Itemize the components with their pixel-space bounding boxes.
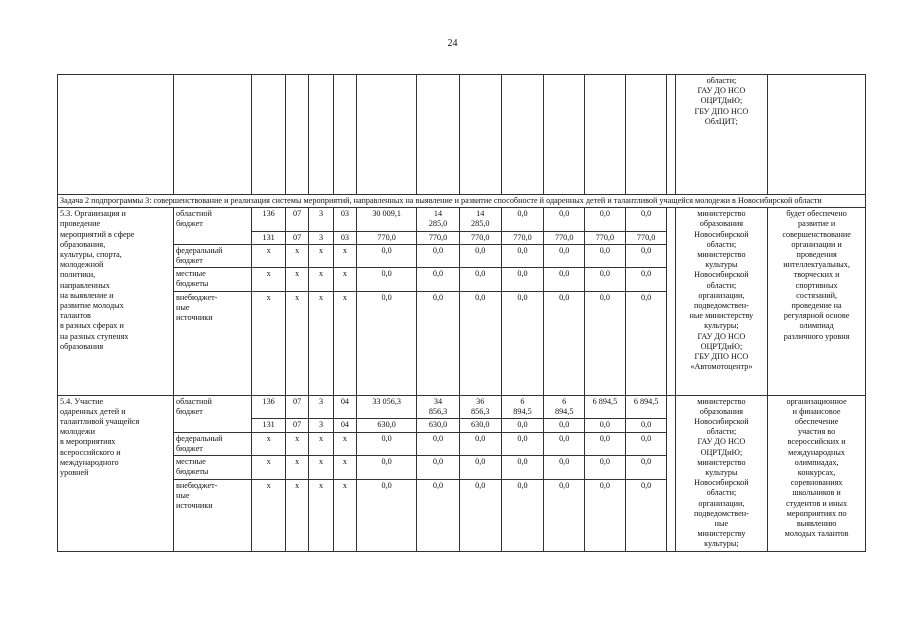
value-cell: 0,0 [501, 208, 544, 231]
code-cell: х [252, 268, 286, 291]
value-cell: 0,0 [625, 244, 667, 267]
value-cell: 0,0 [625, 456, 667, 480]
code-cell: х [309, 432, 333, 456]
code-cell: х [333, 268, 356, 291]
code-cell: 3 [309, 395, 333, 419]
code-cell: 03 [333, 208, 356, 231]
value-cell: 0,0 [585, 479, 626, 551]
total-cell: 0,0 [357, 268, 417, 291]
value-cell: 770,0 [585, 231, 626, 244]
total-cell: 0,0 [357, 456, 417, 480]
value-cell: 0,0 [459, 291, 501, 395]
value-cell: 0,0 [544, 291, 585, 395]
code-cell: х [285, 268, 308, 291]
funding-source: областной бюджет [174, 395, 252, 432]
code-cell: х [285, 432, 308, 456]
code-cell: 136 [252, 395, 286, 419]
value-cell: 0,0 [459, 479, 501, 551]
page-number: 24 [447, 38, 458, 49]
code-cell: х [333, 479, 356, 551]
value-cell: 0,0 [459, 268, 501, 291]
value-cell: 0,0 [459, 432, 501, 456]
value-cell: 6 894,5 [501, 395, 544, 419]
code-cell: х [252, 244, 286, 267]
total-cell: 0,0 [357, 479, 417, 551]
value-cell: 0,0 [544, 456, 585, 480]
code-cell: 3 [309, 419, 333, 432]
code-cell: х [333, 244, 356, 267]
value-cell: 14 285,0 [459, 208, 501, 231]
total-cell: 0,0 [357, 291, 417, 395]
code-cell: х [309, 268, 333, 291]
total-cell: 630,0 [357, 419, 417, 432]
code-cell: 3 [309, 231, 333, 244]
code-cell: х [252, 456, 286, 480]
value-cell: 0,0 [625, 291, 667, 395]
code-cell: 136 [252, 208, 286, 231]
value-cell: 6 894,5 [544, 395, 585, 419]
code-cell: х [252, 479, 286, 551]
activity-executors: министерство образования Новосибирской области; ГАУ ДО НСО ОЦРТДиЮ; министерство культуры Новосибирской области; организации, подведомствен- ные министерству культуры; [675, 395, 768, 551]
value-cell: 770,0 [459, 231, 501, 244]
value-cell: 34 856,3 [417, 395, 460, 419]
value-cell: 36 856,3 [459, 395, 501, 419]
value-cell: 770,0 [625, 231, 667, 244]
value-cell: 14 285,0 [417, 208, 460, 231]
value-cell: 0,0 [417, 268, 460, 291]
code-cell: х [309, 291, 333, 395]
value-cell: 770,0 [501, 231, 544, 244]
code-cell: 07 [285, 208, 308, 231]
activity-result: будет обеспечено развитие и совершенствование организации и проведения интеллектуальных, творческих и спортивных состязаний, проведение на регулярной основе олимпиад различного уровня [768, 208, 866, 395]
value-cell: 770,0 [544, 231, 585, 244]
task-header-row [58, 195, 866, 208]
value-cell: 0,0 [585, 268, 626, 291]
value-cell: 0,0 [544, 432, 585, 456]
activity-executors: министерство образования Новосибирской области; министерство культуры Новосибирской области; организации, подведомствен- ные министерству культуры; ГАУ ДО НСО ОЦРТДиЮ; ГБУ ДПО НСО «Автомотоцентр» [675, 208, 768, 395]
continuation-row [58, 75, 866, 195]
value-cell: 0,0 [417, 432, 460, 456]
program-table [57, 74, 866, 552]
code-cell: 07 [285, 419, 308, 432]
code-cell: х [333, 432, 356, 456]
code-cell: х [333, 291, 356, 395]
funding-source: внебюджет- ные источники [174, 479, 252, 551]
value-cell: 0,0 [544, 268, 585, 291]
value-cell: 630,0 [459, 419, 501, 432]
value-cell: 770,0 [417, 231, 460, 244]
code-cell: х [309, 244, 333, 267]
value-cell: 0,0 [585, 432, 626, 456]
task-header: Задача 2 подпрограммы 3: совершенствование и реализация системы мероприятий, направленных на выявление и развитие способносте й одаренных детей и талантливой учащейся молодежи в Новосибирской области [58, 195, 866, 208]
value-cell: 0,0 [417, 456, 460, 480]
code-cell: 07 [285, 231, 308, 244]
code-cell: х [285, 456, 308, 480]
value-cell: 0,0 [585, 291, 626, 395]
code-cell: х [285, 291, 308, 395]
code-cell: 131 [252, 231, 286, 244]
code-cell: 04 [333, 419, 356, 432]
code-cell: х [285, 244, 308, 267]
code-cell: 03 [333, 231, 356, 244]
value-cell: 0,0 [625, 208, 667, 231]
activity-result: организационное и финансовое обеспечение участия во всероссийских и международных олимпиадах, конкурсах, соревнованиях школьников и студентов и иных мероприятиях по выявлению молодых талантов [768, 395, 866, 551]
value-cell: 0,0 [585, 456, 626, 480]
value-cell: 0,0 [417, 244, 460, 267]
total-cell: 33 056,3 [357, 395, 417, 419]
value-cell: 0,0 [417, 291, 460, 395]
value-cell: 0,0 [625, 479, 667, 551]
code-cell: 07 [285, 395, 308, 419]
value-cell: 0,0 [585, 208, 626, 231]
funding-source: областной бюджет [174, 208, 252, 245]
value-cell: 0,0 [501, 268, 544, 291]
code-cell: х [252, 432, 286, 456]
value-cell: 0,0 [501, 479, 544, 551]
funding-source: внебюджет- ные источники [174, 291, 252, 395]
funding-source: федеральный бюджет [174, 432, 252, 456]
value-cell: 0,0 [417, 479, 460, 551]
funding-source: федеральный бюджет [174, 244, 252, 267]
value-cell: 0,0 [459, 456, 501, 480]
value-cell: 0,0 [501, 419, 544, 432]
activity-title: 5.4. Участие одаренных детей и талантливой учащейся молодежи в мероприятиях всероссийского и международного уровней [58, 395, 174, 551]
value-cell: 0,0 [459, 244, 501, 267]
value-cell: 0,0 [625, 268, 667, 291]
value-cell: 0,0 [585, 244, 626, 267]
code-cell: 3 [309, 208, 333, 231]
value-cell: 0,0 [625, 432, 667, 456]
value-cell: 0,0 [501, 432, 544, 456]
value-cell: 0,0 [544, 479, 585, 551]
value-cell: 0,0 [544, 419, 585, 432]
activity-title: 5.3. Организация и проведение мероприятий в сфере образования, культуры, спорта, молодежной политики, направленных на выявление и развитие молодых талантов в разных сферах и на разных ступенях образования [58, 208, 174, 395]
value-cell: 0,0 [501, 291, 544, 395]
funding-source: местные бюджеты [174, 456, 252, 480]
continuation-executors: области; ГАУ ДО НСО ОЦРТДиЮ; ГБУ ДПО НСО ОблЦИТ; [675, 75, 768, 195]
code-cell: х [285, 479, 308, 551]
activity-5-3-row-1 [58, 208, 866, 231]
code-cell: 04 [333, 395, 356, 419]
value-cell: 0,0 [544, 244, 585, 267]
code-cell: х [252, 291, 286, 395]
total-cell: 30 009,1 [357, 208, 417, 231]
value-cell: 0,0 [501, 456, 544, 480]
total-cell: 770,0 [357, 231, 417, 244]
total-cell: 0,0 [357, 432, 417, 456]
code-cell: х [309, 479, 333, 551]
value-cell: 0,0 [625, 419, 667, 432]
activity-5-4-row-1 [58, 395, 866, 419]
value-cell: 6 894,5 [625, 395, 667, 419]
value-cell: 0,0 [544, 208, 585, 231]
value-cell: 6 894,5 [585, 395, 626, 419]
total-cell: 0,0 [357, 244, 417, 267]
code-cell: х [309, 456, 333, 480]
code-cell: х [333, 456, 356, 480]
value-cell: 0,0 [585, 419, 626, 432]
funding-source: местные бюджеты [174, 268, 252, 291]
value-cell: 630,0 [417, 419, 460, 432]
code-cell: 131 [252, 419, 286, 432]
value-cell: 0,0 [501, 244, 544, 267]
